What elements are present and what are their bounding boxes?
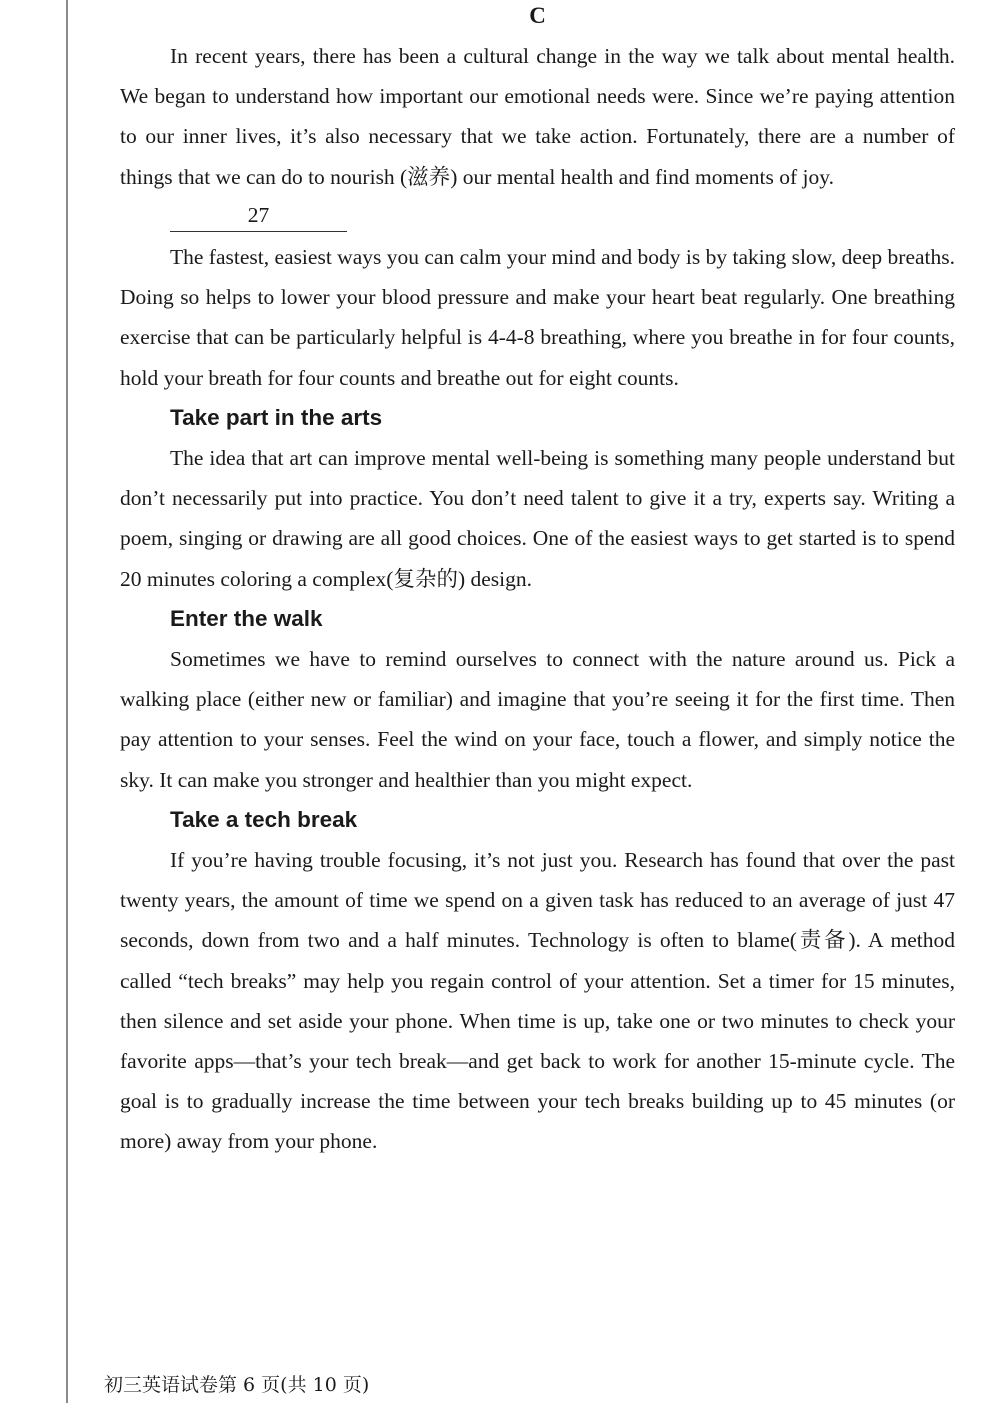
tech-paragraph: If you’re having trouble focusing, it’s not just you. Research has found that over the past twenty years, the amount of time we spend on a given task has reduced to an average of just 47 seconds, down from two and a half minutes. Technology is often to blame(责备). A method called “tech breaks” may help you regain control of your attention. Set a timer for 15 minutes, then silence and set aside your phone. When time is up, take one or two minutes to check your favorite apps—that’s your tech break—and get back to work for another 15-minute cycle. The goal is to gradually increase the time between your tech breaks building up to 45 minutes (or more) away from your phone.	[120, 848, 955, 1154]
answer-blank-row	[120, 197, 955, 237]
page-footer: 初三英语试卷第 6 页(共 10 页)	[104, 1374, 370, 1396]
arts-paragraph: The idea that art can improve mental well-being is something many people understand but don’t necessarily put into practice. You don’t need talent to give it a try, experts say. Writing a poem, singing or drawing are all good choices. One of the easiest ways to get started is to spend 20 minutes coloring a complex(复杂的) design.	[120, 446, 955, 591]
page-margin-line	[66, 0, 68, 1403]
exam-page	[120, 0, 955, 1162]
tech-heading: Take a tech break	[170, 806, 358, 832]
section-letter: C	[529, 3, 546, 28]
walk-paragraph: Sometimes we have to remind ourselves to connect with the nature around us. Pick a walking place (either new or familiar) and imagine that you’re seeing it for the first time. Then pay attention to your senses. Feel the wind on your face, touch a flower, and simply notice the sky. It can make you stronger and healthier than you might expect.	[120, 647, 955, 792]
walk-heading: Enter the walk	[170, 605, 323, 631]
intro-paragraph: In recent years, there has been a cultural change in the way we talk about mental health. We began to understand how important our emotional needs were. Since we’re paying attention to our inner lives, it’s also necessary that we take action. Fortunately, there are a number of things that we can do to nourish (滋养) our mental health and find moments of joy.	[120, 44, 955, 189]
arts-heading: Take part in the arts	[170, 404, 383, 430]
breathing-paragraph: The fastest, easiest ways you can calm your mind and body is by taking slow, deep breaths. Doing so helps to lower your blood pressure and make your heart beat regularly. One breathing exercise that can be particularly helpful is 4-4-8 breathing, where you breathe in for four counts, hold your breath for four counts and breathe out for eight counts.	[120, 245, 955, 390]
answer-blank-27[interactable]: 27	[170, 201, 347, 232]
